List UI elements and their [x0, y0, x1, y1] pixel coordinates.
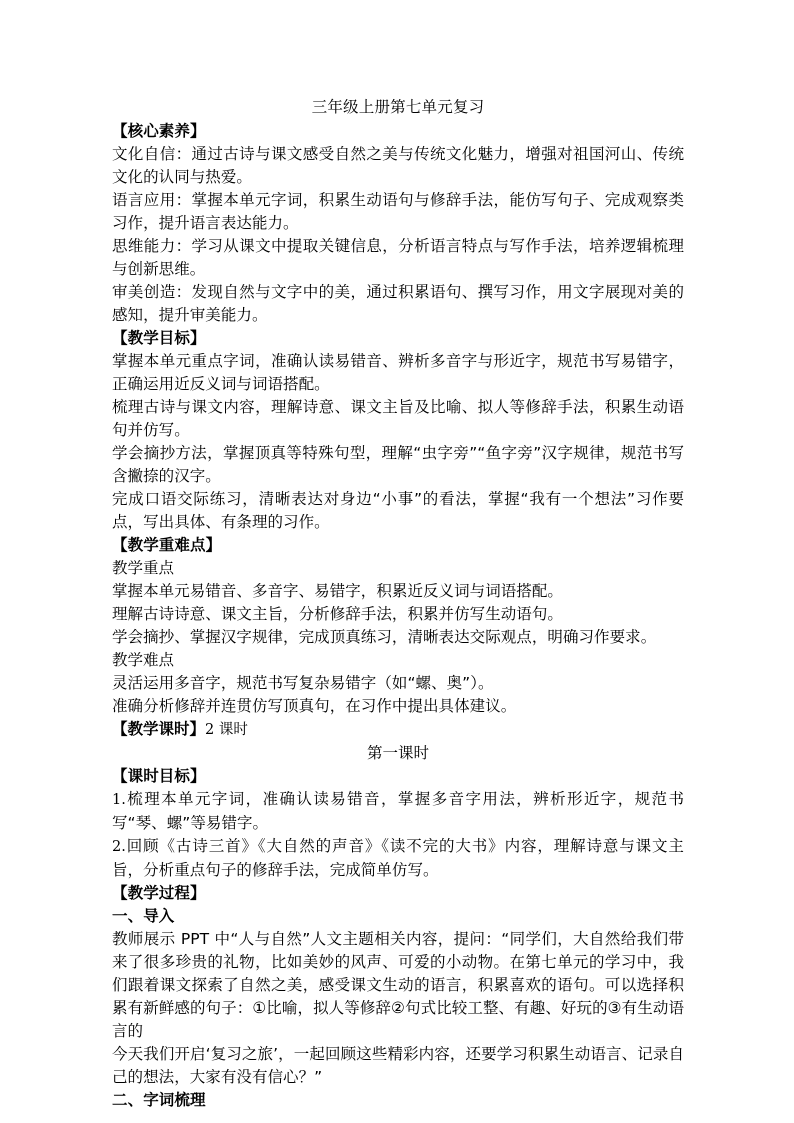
core-literacy-item-4: 审美创造：发现自然与文字中的美，通过积累语句、撰写习作，用文字展现对美的感知，提升审美能力。 — [112, 283, 684, 324]
lesson-objective-1-text: 梳理本单元字词，准确认读易错音，掌握多音字用法，辨析形近字，规范书写“琴、螺”等易错字。 — [112, 790, 684, 832]
key-point-item-3: 学会摘抄、掌握汉字规律，完成顶真练习，清晰表达交际观点，明确习作要求。 — [112, 628, 657, 646]
page-title: 三年级上册第七单元复习 — [311, 98, 485, 116]
lesson-objective-2-number: 2. — [112, 839, 126, 855]
step-heading-introduction: 一、导入 — [112, 907, 175, 925]
difficulty-item-1: 灵活运用多音字，规范书写复杂易错字（如“螺、奥”）。 — [112, 674, 494, 692]
core-literacy-item-2: 语言应用：掌握本单元字词，积累生动语句与修辞手法，能仿写句子、完成观察类习作，提升语言表达能力。 — [112, 191, 684, 232]
core-literacy-item-1: 文化自信：通过古诗与课文感受自然之美与传统文化魅力，增强对祖国河山、传统文化的认同与热爱。 — [112, 145, 684, 186]
step-heading-word-review: 二、字词梳理 — [112, 1091, 206, 1109]
section-heading-teaching-goals: 【教学目标】 — [112, 329, 206, 347]
lesson-one-title: 第一课时 — [366, 744, 429, 762]
lesson-objective-1-number: 1. — [112, 792, 126, 808]
core-literacy-item-3: 思维能力：学习从课文中提取关键信息，分析语言特点与写作手法，培养逻辑梳理与创新思维。 — [112, 237, 684, 278]
teaching-goal-item-1: 掌握本单元重点字词，准确认读易错音、辨析多音字与形近字，规范书写易错字，正确运用近反义词与词语搭配。 — [112, 352, 684, 393]
teaching-periods-value: 2 课时 — [205, 722, 248, 738]
teaching-periods-line — [112, 718, 684, 742]
teaching-goal-item-4: 完成口语交际练习，清晰表达对身边“小事”的看法，掌握“我有一个想法”习作要点，写出具体、有条理的习作。 — [112, 490, 684, 531]
difficulty-item-2: 准确分析修辞并连贯仿写顶真句，在习作中提出具体建议。 — [112, 697, 517, 715]
subheading-key-points: 教学重点 — [112, 559, 175, 577]
section-heading-key-difficulties: 【教学重难点】 — [112, 536, 222, 554]
document-body — [112, 96, 684, 1112]
key-point-item-2: 理解古诗诗意、课文主旨，分析修辞手法，积累并仿写生动语句。 — [112, 605, 563, 623]
key-point-item-1: 掌握本单元易错音、多音字、易错字，积累近反义词与词语搭配。 — [112, 582, 563, 600]
lesson-objective-2-text: 回顾《古诗三首》《大自然的声音》《读不完的大书》内容，理解诗意与课文主旨，分析重点句子的修辞手法，完成简单仿写。 — [112, 837, 684, 879]
lesson-objective-1 — [112, 788, 684, 835]
section-heading-core-literacy: 【核心素养】 — [112, 122, 206, 140]
teaching-goal-item-3: 学会摘抄方法，掌握顶真等特殊句型，理解“虫字旁”“鱼字旁”汉字规律，规范书写含撇捺的汉字。 — [112, 444, 684, 485]
teaching-goal-item-2: 梳理古诗与课文内容，理解诗意、课文主旨及比喻、拟人等修辞手法，积累生动语句并仿写。 — [112, 398, 684, 439]
introduction-paragraph-1: 教师展示 PPT 中“人与自然”人文主题相关内容，提问：“同学们，大自然给我们带来了很多珍贵的礼物，比如美妙的风声、可爱的小动物。在第七单元的学习中，我们跟着课文探索了自然之美，感受课文生动的语言，积累喜欢的语句。可以选择积累有新鲜感的句子：①比喻，拟人等修辞②句式比较工整、有趣、好玩的③有生动语言的 — [112, 930, 684, 1040]
subheading-difficulties: 教学难点 — [112, 651, 175, 669]
section-heading-teaching-process: 【教学过程】 — [112, 884, 206, 902]
section-heading-teaching-periods: 【教学课时】 — [112, 720, 206, 738]
introduction-paragraph-2: 今天我们开启‘复习之旅’，一起回顾这些精彩内容，还要学习积累生动语言、记录自己的想法，大家有没有信心？” — [112, 1045, 684, 1086]
section-heading-lesson-objectives: 【课时目标】 — [112, 767, 206, 785]
lesson-objective-2 — [112, 835, 684, 882]
